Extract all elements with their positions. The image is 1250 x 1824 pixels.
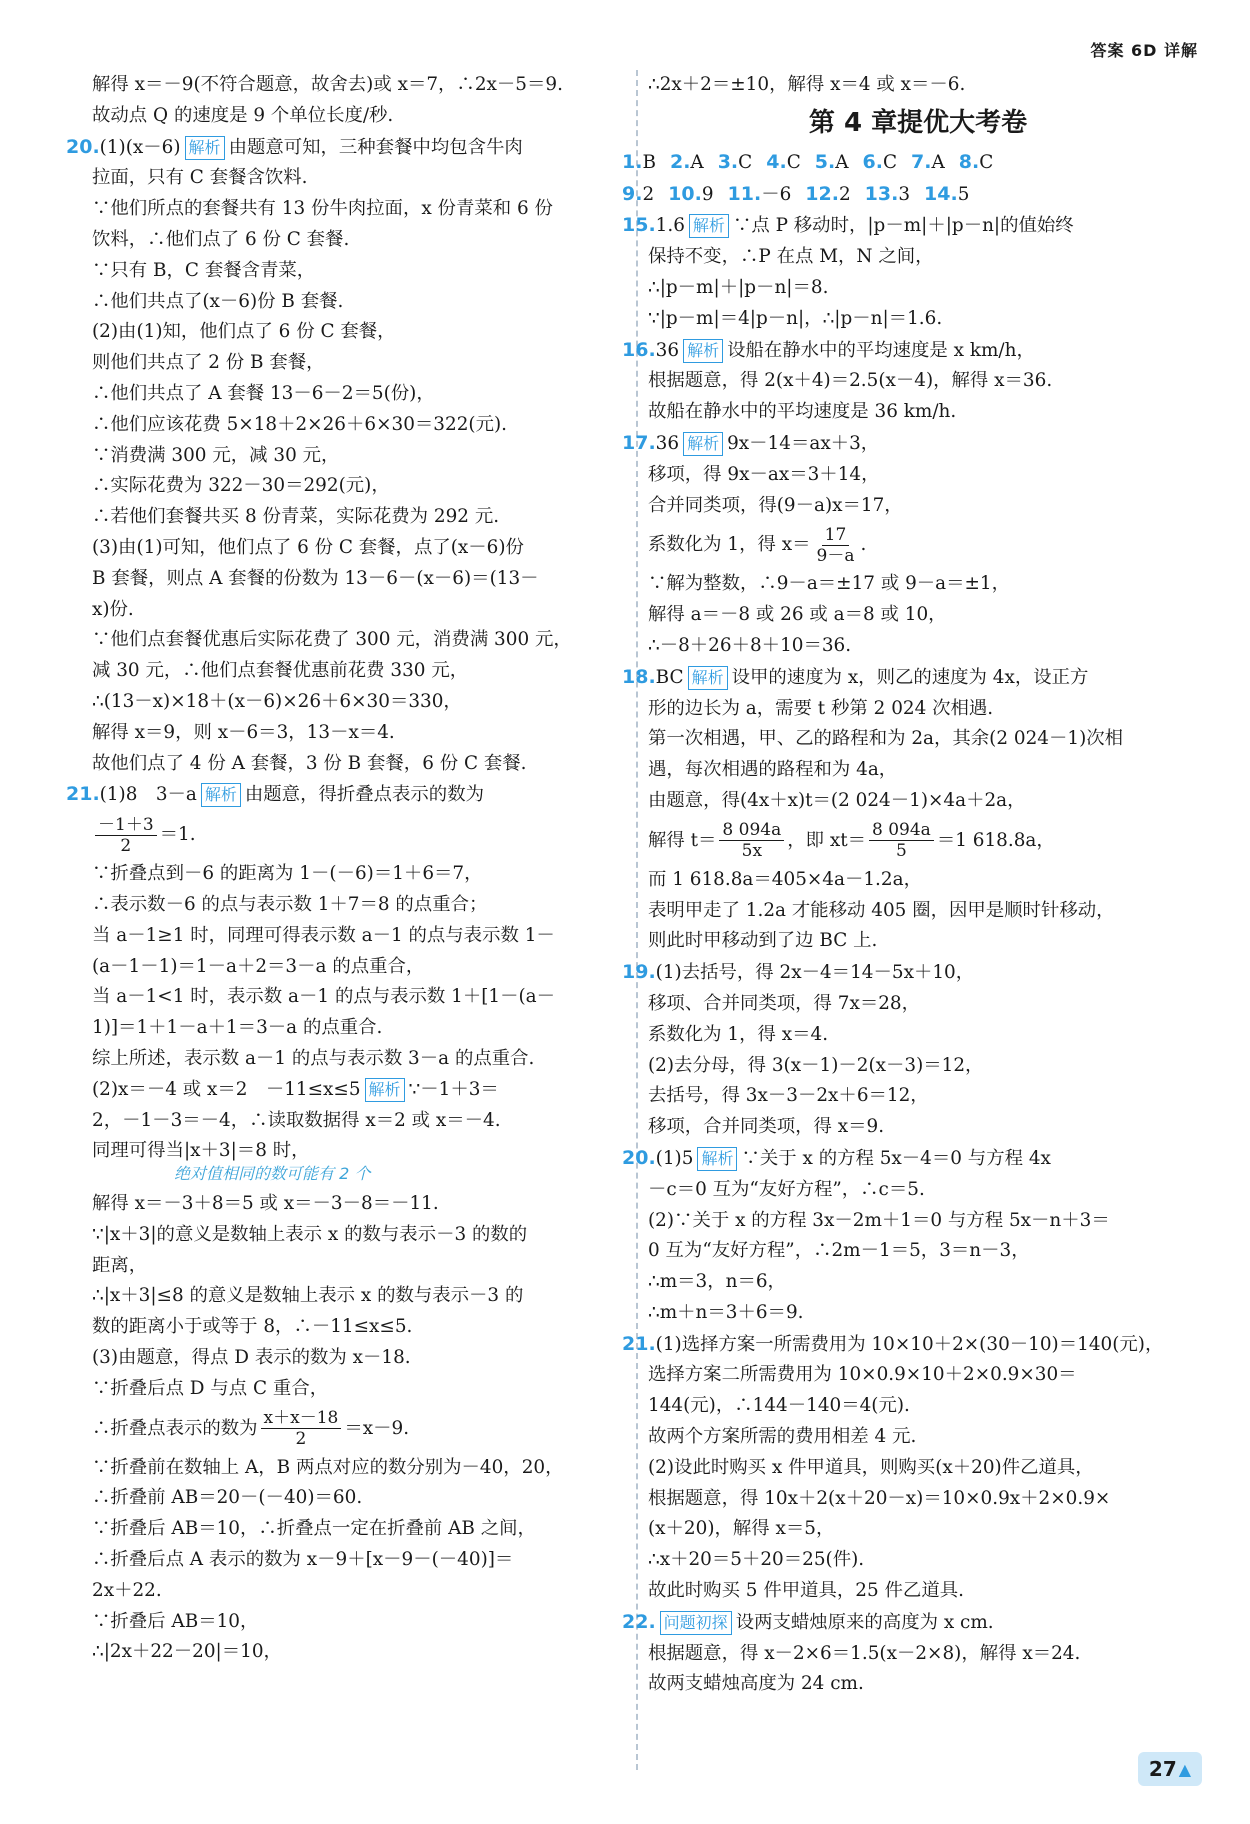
- q17-lines-2: [648, 569, 1188, 661]
- answer-item: [911, 147, 945, 179]
- fraction: $\frac{x+x-18}{2}$: [261, 1408, 342, 1449]
- text-line: 故两个方案所需的费用相差 4 元.: [648, 1426, 917, 1448]
- answer-number: 10.: [668, 182, 702, 205]
- question-number: 15.: [622, 214, 656, 237]
- q19-lines: [648, 989, 1188, 1143]
- q21-lines-d: [92, 1453, 632, 1669]
- q21-first-line: 21.(1)8 3－a 解析 由题意，得折叠点表示的数为: [66, 779, 632, 811]
- question-number: 18.: [622, 665, 656, 688]
- text-line: (3)由(1)可知，他们点了 6 份 C 套餐，点了(x－6)份: [92, 536, 524, 558]
- answer-number: 11.: [727, 182, 762, 205]
- text-line: ∴x＋20＝5＋20＝25(件).: [648, 1549, 865, 1571]
- q21-fraction-line: $\frac{-1+3}{2}$ ＝1.: [92, 811, 632, 859]
- answer-value: B: [642, 151, 656, 173]
- right-pre-line: ∴2x＋2＝±10，解得 x＝4 或 x＝－6.: [648, 74, 966, 95]
- text-line: 解得 x＝－3＋8＝5 或 x＝－3－8＝－11.: [92, 1193, 439, 1215]
- text-line: ∵|x＋3|的意义是数轴上表示 x 的数与表示－3 的数的: [92, 1223, 528, 1245]
- text-line: x)份.: [92, 598, 134, 620]
- text-line: 根据题意，得 2(x＋4)＝2.5(x－4)，解得 x＝36.: [648, 370, 1053, 392]
- answers-row-1: [622, 147, 1188, 179]
- question-number: 21.: [622, 1332, 656, 1355]
- text-line: 移项、合并同类项，得 7x＝28，: [648, 992, 921, 1014]
- answer-item: [805, 179, 850, 211]
- text-line: 移项，合并同类项，得 x＝9.: [648, 1116, 885, 1138]
- text-line: 2x＋22.: [92, 1579, 162, 1601]
- answer-value: 2: [838, 183, 851, 205]
- text-line: 0 互为“友好方程”，∴2m－1＝5，3＝n－3，: [648, 1240, 1030, 1262]
- fraction: $\frac{17}{9-a}$: [816, 524, 855, 566]
- analysis-tag: 解析: [697, 1147, 737, 1171]
- text-line: (3)由题意，得点 D 表示的数为 x－18.: [92, 1347, 411, 1369]
- text-line: 2，－1－3＝－4，∴读取数据得 x＝2 或 x＝－4.: [92, 1109, 501, 1131]
- text-line: (x＋20)，解得 x＝5，: [648, 1518, 835, 1540]
- text-line: ∵折叠前在数轴上 A，B 两点对应的数分别为－40，20，: [92, 1456, 564, 1478]
- question-number: 20.: [622, 1146, 656, 1169]
- text-line: ∴他们共点了(x－6)份 B 套餐.: [92, 290, 344, 312]
- answer-item: [766, 147, 801, 179]
- text-line: 故他们点了 4 份 A 套餐，3 份 B 套餐，6 份 C 套餐.: [92, 752, 527, 774]
- fraction: $\frac{-1+3}{2}$: [95, 815, 157, 856]
- q20-lines: [648, 1175, 1188, 1329]
- answer-value: 9: [701, 183, 714, 205]
- q21-lines: [648, 1360, 1188, 1606]
- question-number: 22.: [622, 1610, 656, 1633]
- q18-lines-2: [648, 865, 1188, 957]
- analysis-tag: 解析: [185, 136, 225, 160]
- answer-value: C: [882, 151, 898, 173]
- q15-lines: [648, 242, 1188, 334]
- text-line: 系数化为 1，得 x＝4.: [648, 1023, 829, 1045]
- answer-number: 5.: [814, 150, 836, 173]
- text-line: 数的距离小于或等于 8，∴－11≤x≤5.: [92, 1316, 413, 1338]
- text-line: ∵折叠点到－6 的距离为 1－(－6)＝1＋6＝7，: [92, 863, 483, 885]
- text-line: 表明甲走了 1.2a 才能移动 405 圈，因甲是顺时针移动，: [648, 899, 1115, 921]
- text-line: 遇，每次相遇的路程和为 4a，: [648, 759, 898, 781]
- q20-lines: [92, 163, 632, 779]
- right-column: [622, 70, 1188, 1700]
- answer-value: 2: [642, 183, 655, 205]
- answer-item: [924, 179, 969, 211]
- analysis-tag: 解析: [201, 783, 241, 807]
- page-number: 27 ▲: [1138, 1752, 1202, 1786]
- text-line: (2)∵关于 x 的方程 3x－2m＋1＝0 与方程 5x－n＋3＝: [648, 1209, 1110, 1231]
- text-line: 故动点 Q 的速度是 9 个单位长度/秒.: [92, 104, 394, 126]
- q15-first-line: 15.1.6 解析 ∵点 P 移动时，|p－m|＋|p－n|的值始终: [622, 210, 1188, 242]
- column-divider: [636, 70, 638, 1770]
- text-line: (a－1－1)＝1－a＋2＝3－a 的点重合，: [92, 955, 425, 977]
- q21-first-line: 21.(1)选择方案一所需费用为 10×10＋2×(30－10)＝140(元)，: [622, 1329, 1188, 1361]
- text-line: 第一次相遇，甲、乙的路程和为 2a，其余(2 024－1)次相: [648, 728, 1124, 750]
- answer-value: A: [931, 151, 945, 173]
- left-pre-lines: [92, 70, 632, 132]
- text-line: 距离，: [92, 1254, 148, 1276]
- text-line: 选择方案二所需费用为 10×0.9×10＋2×0.9×30＝: [648, 1364, 1077, 1386]
- answer-number: 13.: [864, 182, 899, 205]
- answer-number: 1.: [622, 150, 643, 173]
- answer-value: C: [979, 151, 994, 173]
- answer-item: [959, 147, 994, 179]
- analysis-tag: 解析: [683, 432, 723, 456]
- text-line: 当 a－1<1 时，表示数 a－1 的点与表示数 1＋[1－(a－: [92, 986, 556, 1008]
- q17-first-line: 17.36 解析 9x－14＝ax＋3，: [622, 428, 1188, 460]
- text-line: ∴实际花费为 322－30＝292(元)，: [92, 475, 390, 497]
- text-line: ∵他们点套餐优惠后实际花费了 300 元，消费满 300 元，: [92, 629, 572, 651]
- text-line: ∵解为整数，∴9－a＝±17 或 9－a＝±1，: [648, 573, 1011, 595]
- answer-value: 5: [957, 183, 970, 205]
- text-line: 去括号，得 3x－3－2x＋6＝12，: [648, 1085, 929, 1107]
- text-line: －c＝0 互为“友好方程”，∴c＝5.: [648, 1178, 925, 1200]
- answer-value: A: [835, 151, 849, 173]
- handwritten-note: 绝对值相同的数可能有 2 个: [174, 1164, 371, 1184]
- text-line: ∵|p－m|＝4|p－n|，∴|p－n|＝1.6.: [648, 307, 943, 329]
- q20-first-line: 20.(1)5 解析 ∵关于 x 的方程 5x－4＝0 与方程 4x: [622, 1143, 1188, 1175]
- q18-lines: [648, 694, 1188, 817]
- text-line: ∴若他们套餐共买 8 份青菜，实际花费为 292 元.: [92, 506, 500, 528]
- answer-value: C: [738, 151, 753, 173]
- question-number: 16.: [622, 338, 656, 361]
- text-line: ∵折叠后 AB＝10，: [92, 1610, 259, 1632]
- text-line: 则此时甲移动到了边 BC 上.: [648, 930, 878, 952]
- question-number: 20.: [66, 135, 100, 158]
- text-line: ∴他们应该花费 5×18＋2×26＋6×30＝322(元).: [92, 413, 507, 435]
- q19-first-line: 19.(1)去括号，得 2x－4＝14－5x＋10，: [622, 957, 1188, 989]
- answer-number: 12.: [805, 182, 839, 205]
- answer-item: [718, 147, 753, 179]
- text-line: 当 a－1≥1 时，同理可得表示数 a－1 的点与表示数 1－: [92, 924, 555, 946]
- text-line: 而 1 618.8a＝405×4a－1.2a，: [648, 868, 922, 890]
- text-line: 故船在静水中的平均速度是 36 km/h.: [648, 401, 957, 423]
- answer-value: A: [690, 151, 704, 173]
- text-line: 形的边长为 a，需要 t 秒第 2 024 次相遇.: [648, 697, 994, 719]
- text-line: 饮料，∴他们点了 6 份 C 套餐.: [92, 228, 350, 250]
- answers-row-2: [622, 179, 1188, 211]
- q18-fraction-line: 解得 t＝ $\frac{8 094a}{5x}$ ，即 xt＝ $\frac{8 094a}{5}$ ＝1 618.8a，: [648, 820, 1055, 862]
- q21-lines-c: [92, 1189, 632, 1405]
- answer-item: [865, 179, 910, 211]
- answer-item: [670, 147, 704, 179]
- text-line: 根据题意，得 x－2×6＝1.5(x－2×8)，解得 x＝24.: [648, 1642, 1081, 1664]
- text-line: ∴|2x＋22－20|＝10，: [92, 1641, 282, 1663]
- q22-lines: [648, 1639, 1188, 1701]
- left-column: [66, 70, 632, 1668]
- text-line: 解得 a＝－8 或 26 或 a＝8 或 10，: [648, 604, 947, 626]
- answer-number: 2.: [669, 150, 691, 173]
- fraction: $\frac{8 094a}{5}$: [869, 820, 934, 861]
- text-line: ∵消费满 300 元，减 30 元，: [92, 444, 340, 466]
- answer-number: 3.: [717, 150, 739, 173]
- q21-lines-b: [92, 1106, 632, 1168]
- text-line: ∴折叠后点 A 表示的数为 x－9＋[x－9－(－40)]＝: [92, 1549, 514, 1571]
- text-line: 144(元)，∴144－140＝4(元).: [648, 1395, 910, 1417]
- q17-fraction-line: 系数化为 1，得 x＝ $\frac{17}{9-a}$ .: [648, 524, 867, 566]
- arrow-up-icon: ▲: [1178, 1759, 1192, 1779]
- text-line: ∵他们所点的套餐共有 13 份牛肉拉面，x 份青菜和 6 份: [92, 198, 553, 220]
- q16-lines: [648, 366, 1188, 428]
- text-line: ∵折叠后点 D 与点 C 重合，: [92, 1377, 329, 1399]
- q20-first-line: 20.(1)(x－6) 解析 由题意可知，三种套餐中均包含牛肉: [66, 132, 632, 164]
- q21-lines-a: [92, 859, 632, 1075]
- text-line: ∴－8＋26＋8＋10＝36.: [648, 634, 852, 656]
- text-line: 同理可得当|x＋3|＝8 时，: [92, 1140, 310, 1162]
- q22-first-line: 22. 问题初探 设两支蜡烛原来的高度为 x cm.: [622, 1607, 1188, 1639]
- text-line: 拉面，只有 C 套餐含饮料.: [92, 167, 308, 189]
- answer-value: 3: [898, 183, 911, 205]
- answer-number: 8.: [958, 150, 980, 173]
- fraction: $\frac{8 094a}{5x}$: [719, 820, 784, 861]
- answer-item: [622, 147, 656, 179]
- answer-number: 7.: [911, 150, 932, 173]
- text-line: 1)]＝1＋1－a＋1＝3－a 的点重合.: [92, 1017, 383, 1039]
- text-line: ∵只有 B，C 套餐含青菜，: [92, 259, 316, 281]
- q21-fraction-line-2: ∴折叠点表示的数为 $\frac{x+x-18}{2}$ ＝x－9.: [92, 1408, 410, 1450]
- answer-number: 9.: [622, 182, 643, 205]
- text-line: ∴|p－m|＋|p－n|＝8.: [648, 276, 829, 298]
- q21-part2-line: (2)x＝－4 或 x＝2 －11≤x≤5 解析 ∵－1＋3＝: [92, 1078, 499, 1100]
- text-line: 故两支蜡烛高度为 24 cm.: [648, 1673, 864, 1695]
- text-line: ∵折叠后 AB＝10，∴折叠点一定在折叠前 AB 之间，: [92, 1518, 536, 1540]
- text-line: 解得 x＝9，则 x－6＝3，13－x＝4.: [92, 721, 395, 743]
- text-line: ∴(13－x)×18＋(x－6)×26＋6×30＝330，: [92, 690, 462, 712]
- text-line: 则他们共点了 2 份 B 套餐，: [92, 352, 325, 374]
- text-line: B 套餐，则点 A 套餐的份数为 13－6－(x－6)＝(13－: [92, 567, 539, 589]
- chapter-title: 第 4 章提优大考卷: [808, 107, 1028, 138]
- text-line: 解得 x＝－9(不符合题意，故舍去)或 x＝7，∴2x－5＝9.: [92, 74, 563, 95]
- text-line: ∴折叠前 AB＝20－(－40)＝60.: [92, 1487, 363, 1509]
- analysis-tag: 解析: [688, 666, 728, 690]
- problem-tag: 问题初探: [660, 1611, 732, 1635]
- answer-number: 4.: [766, 150, 787, 173]
- answer-item: [668, 179, 713, 211]
- analysis-tag: 解析: [689, 214, 729, 238]
- text-line: 综上所述，表示数 a－1 的点与表示数 3－a 的点重合.: [92, 1047, 535, 1069]
- text-line: 保持不变，∴P 在点 M，N 之间，: [648, 246, 934, 268]
- analysis-tag: 解析: [683, 339, 723, 363]
- q17-lines: [648, 460, 1188, 522]
- text-line: (2)由(1)知，他们点了 6 份 C 套餐，: [92, 321, 396, 343]
- analysis-tag: 解析: [365, 1078, 405, 1102]
- text-line: ∴m＝3，n＝6，: [648, 1271, 786, 1293]
- page-header: 答案 6D 详解: [1090, 41, 1198, 60]
- text-line: ∴表示数－6 的点与表示数 1＋7＝8 的点重合；: [92, 893, 488, 915]
- answer-item: [728, 179, 792, 211]
- answer-item: [815, 147, 849, 179]
- text-line: ∴|x＋3|≤8 的意义是数轴上表示 x 的数与表示－3 的: [92, 1285, 524, 1307]
- answer-value: C: [786, 151, 801, 173]
- text-line: 故此时购买 5 件甲道具，25 件乙道具.: [648, 1580, 964, 1602]
- text-line: 根据题意，得 10x＋2(x＋20－x)＝10×0.9x＋2×0.9×: [648, 1487, 1111, 1509]
- question-number: 17.: [622, 431, 656, 454]
- text-line: ∴他们共点了 A 套餐 13－6－2＝5(份)，: [92, 382, 435, 404]
- answer-item: [863, 147, 898, 179]
- question-number: 21.: [66, 783, 100, 806]
- question-number: 19.: [622, 961, 656, 984]
- text-line: 减 30 元，∴他们点套餐优惠前花费 330 元，: [92, 660, 469, 682]
- text-line: 合并同类项，得(9－a)x＝17，: [648, 494, 903, 516]
- answer-number: 14.: [924, 182, 958, 205]
- text-line: (2)设此时购买 x 件甲道具，则购买(x＋20)件乙道具，: [648, 1456, 1094, 1478]
- text-line: 由题意，得(4x＋x)t＝(2 024－1)×4a＋2a，: [648, 789, 1026, 811]
- answer-value: －6: [761, 183, 792, 205]
- answer-item: [622, 179, 654, 211]
- q16-first-line: 16.36 解析 设船在静水中的平均速度是 x km/h，: [622, 335, 1188, 367]
- text-line: 移项，得 9x－ax＝3＋14，: [648, 463, 880, 485]
- q18-first-line: 18.BC 解析 设甲的速度为 x，则乙的速度为 4x，设正方: [622, 662, 1188, 694]
- text-line: ∴m＋n＝3＋6＝9.: [648, 1301, 804, 1323]
- text-line: (2)去分母，得 3(x－1)－2(x－3)＝12，: [648, 1054, 984, 1076]
- answer-number: 6.: [862, 150, 883, 173]
